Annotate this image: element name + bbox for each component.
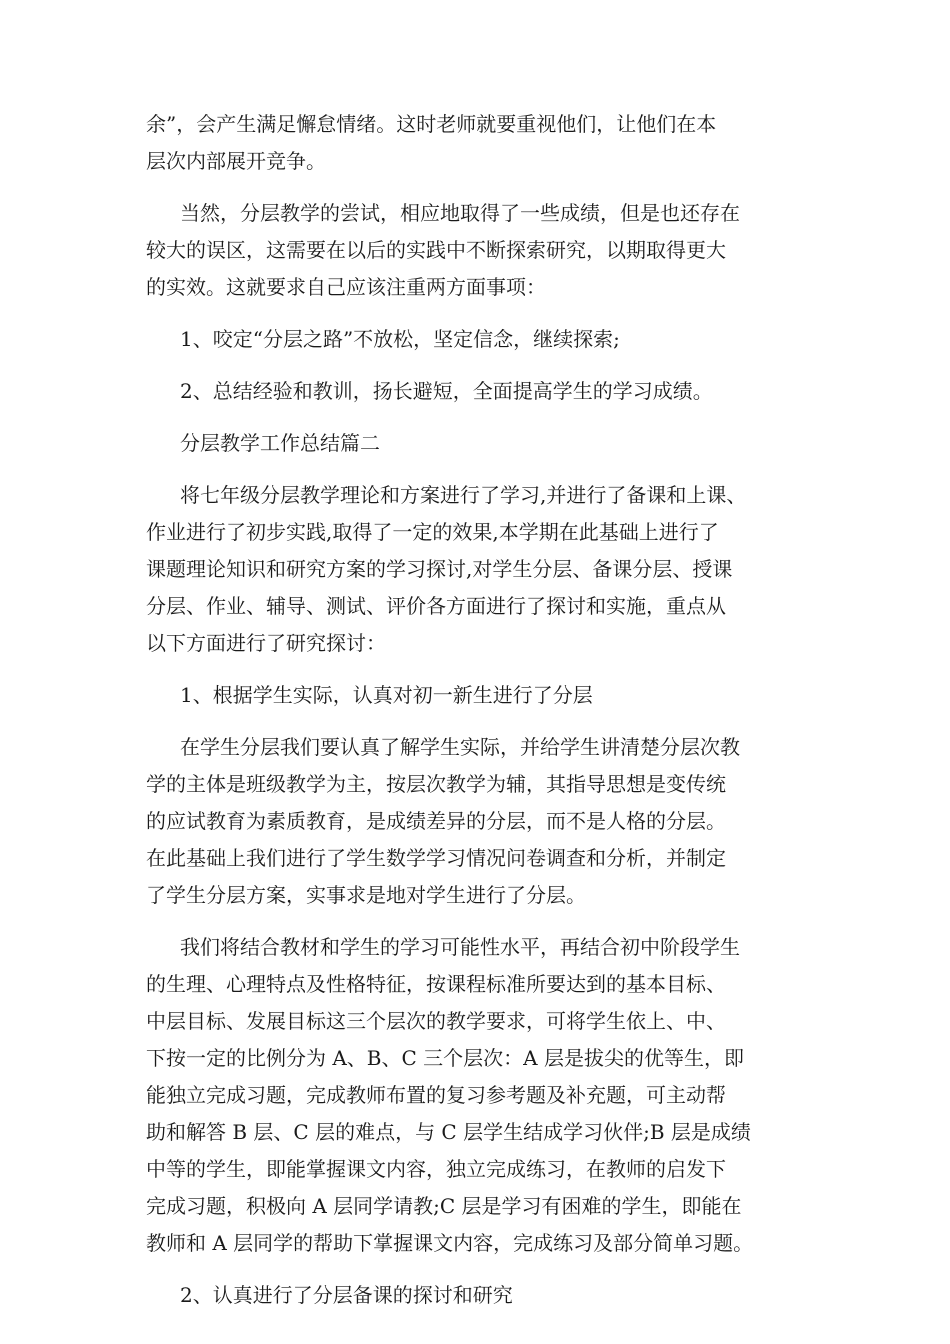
text-line: 将七年级分层教学理论和方案进行了学习,并进行了备课和上课、 xyxy=(180,483,747,507)
text-line: 下按一定的比例分为 A、B、C 三个层次：A 层是拔尖的优等生，即 xyxy=(146,1046,744,1070)
text-line: 层次内部展开竞争。 xyxy=(146,149,326,173)
text-line: 以下方面进行了研究探讨： xyxy=(146,631,386,655)
text-line: 能独立完成习题，完成教师布置的复习参考题及补充题，可主动帮 xyxy=(146,1083,726,1107)
paragraph xyxy=(146,373,826,410)
text-line: 的应试教育为素质教育，是成绩差异的分层，而不是人格的分层。 xyxy=(146,809,726,833)
paragraph xyxy=(146,729,826,914)
text-line: 的生理、心理特点及性格特征，按课程标准所要达到的基本目标、 xyxy=(146,972,726,996)
text-line: 分层、作业、辅导、测试、评价各方面进行了探讨和实施，重点从 xyxy=(146,594,726,618)
text-line: 在此基础上我们进行了学生数学学习情况问卷调查和分析，并制定 xyxy=(146,846,726,870)
text-line: 中等的学生，即能掌握课文内容，独立完成练习，在教师的启发下 xyxy=(146,1157,726,1181)
text-line: 1、根据学生实际，认真对初一新生进行了分层 xyxy=(180,683,593,707)
document-body xyxy=(146,106,826,1329)
text-line: 完成习题，积极向 A 层同学请教;C 层是学习有困难的学生，即能在 xyxy=(146,1194,742,1218)
text-line: 1、咬定“分层之路”不放松，坚定信念，继续探索; xyxy=(180,327,620,351)
paragraph xyxy=(146,195,826,306)
text-line: 当然，分层教学的尝试，相应地取得了一些成绩，但是也还存在 xyxy=(180,201,740,225)
text-line: 2、总结经验和教训，扬长避短，全面提高学生的学习成绩。 xyxy=(180,379,713,403)
paragraph xyxy=(146,1277,826,1314)
text-line: 助和解答 B 层、C 层的难点，与 C 层学生结成学习伙伴;B 层是成绩 xyxy=(146,1120,751,1144)
text-line: 的实效。这就要求自己应该注重两方面事项： xyxy=(146,275,546,299)
paragraph xyxy=(146,477,826,662)
paragraph xyxy=(146,106,826,180)
paragraph xyxy=(146,425,826,462)
text-line: 我们将结合教材和学生的学习可能性水平，再结合初中阶段学生 xyxy=(180,935,740,959)
text-line: 教师和 A 层同学的帮助下掌握课文内容，完成练习及部分简单习题。 xyxy=(146,1231,754,1255)
text-line: 在学生分层我们要认真了解学生实际，并给学生讲清楚分层次教 xyxy=(180,735,740,759)
text-line: 作业进行了初步实践,取得了一定的效果,本学期在此基础上进行了 xyxy=(146,520,719,544)
paragraph xyxy=(146,677,826,714)
paragraph xyxy=(146,929,826,1262)
paragraph xyxy=(146,321,826,358)
text-line: 中层目标、发展目标这三个层次的教学要求，可将学生依上、中、 xyxy=(146,1009,726,1033)
text-line: 课题理论知识和研究方案的学习探讨,对学生分层、备课分层、授课 xyxy=(146,557,733,581)
text-line: 余”，会产生满足懈怠情绪。这时老师就要重视他们，让他们在本 xyxy=(146,112,717,136)
text-line: 学的主体是班级教学为主，按层次教学为辅，其指导思想是变传统 xyxy=(146,772,726,796)
text-line: 分层教学工作总结篇二 xyxy=(180,431,380,455)
text-line: 2、认真进行了分层备课的探讨和研究 xyxy=(180,1283,513,1307)
text-line: 较大的误区，这需要在以后的实践中不断探索研究，以期取得更大 xyxy=(146,238,726,262)
text-line: 了学生分层方案，实事求是地对学生进行了分层。 xyxy=(146,883,586,907)
